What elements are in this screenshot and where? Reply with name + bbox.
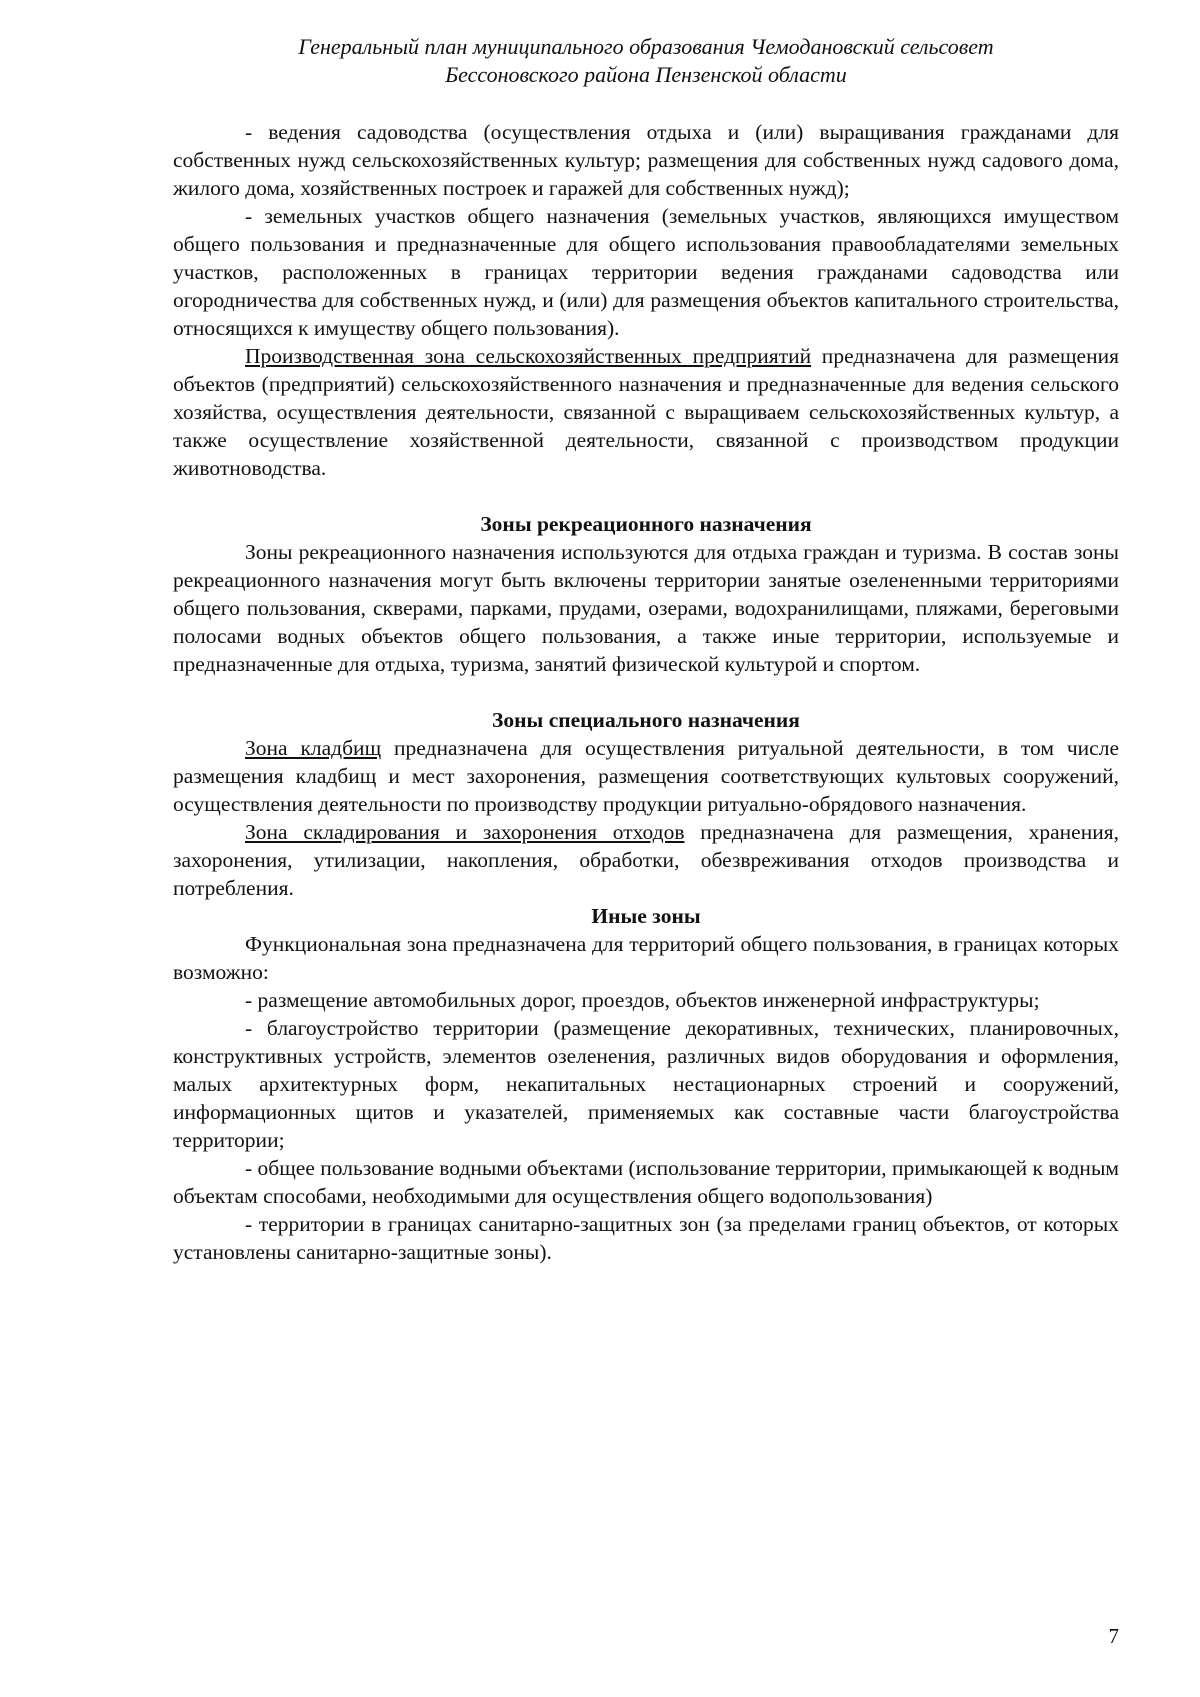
zone-term-waste: Зона складирования и захоронения отходов — [245, 820, 685, 844]
document-body — [173, 118, 1119, 1266]
zone-term-cemetery: Зона кладбищ — [245, 736, 382, 760]
zone-description-agri-production: предназначена для размещения объектов (предприятий) сельскохозяйственного назначения и предназначенные для ведения сельского хозяйства, осуществления деятельности, связанной с выращиваем сельскохозяйственных культур, а также осуществление хозяйственной деятельности, связанной с производством продукции животноводства. — [173, 344, 1119, 480]
page-number: 7 — [1108, 1624, 1119, 1648]
paragraph-functional-zone: Функциональная зона предназначена для территорий общего пользования, в границах которых возможно: — [173, 932, 1119, 984]
spacer — [173, 678, 1119, 706]
header-line-1: Генеральный план муниципального образования Чемодановский сельсовет — [298, 34, 994, 59]
zone-description-cemetery: предназначена для осуществления ритуальной деятельности, в том числе размещения кладбищ и мест захоронения, размещения соответствующих культовых сооружений, осуществления деятельности по производству продукции ритуально-обрядового назначения. — [173, 736, 1119, 816]
paragraph-waste-zone — [173, 818, 1119, 902]
list-item-sanitary-zones: - территории в границах санитарно-защитных зон (за пределами границ объектов, от которых установлены санитарно-защитные зоны). — [173, 1212, 1119, 1264]
list-item-landscaping: - благоустройство территории (размещение декоративных, технических, планировочных, конструктивных устройств, элементов озеленения, различных видов оборудования и оформления, малых архитектурных форм, некапитальных нестационарных строений и сооружений, информационных щитов и указателей, применяемых как составные части благоустройства территории; — [173, 1016, 1119, 1152]
list-item-water-use: - общее пользование водными объектами (использование территории, примыкающей к водным объектам способами, необходимыми для осуществления общего водопользования) — [173, 1156, 1119, 1208]
heading-recreation-zones: Зоны рекреационного назначения — [480, 512, 812, 536]
paragraph-recreation: Зоны рекреационного назначения используются для отдыха граждан и туризма. В состав зоны рекреационного назначения могут быть включены территории занятые озелененными территориями общего пользования, скверами, парками, прудами, озерами, водохранилищами, пляжами, береговыми полосами водных объектов общего пользования, а также иные территории, используемые и предназначенные для отдыха, туризма, занятий физической культурой и спортом. — [173, 540, 1119, 676]
zone-term-agri-production: Производственная зона сельскохозяйственных предприятий — [245, 344, 812, 368]
heading-special-zones: Зоны специального назначения — [492, 708, 800, 732]
paragraph-common-land: - земельных участков общего назначения (земельных участков, являющихся имуществом общего пользования и предназначенные для общего использования правообладателями земельных участков, расположенных в границах территории ведения гражданами садоводства или огородничества для собственных нужд, и (или) для размещения объектов капитального строительства, относящихся к имуществу общего пользования). — [173, 204, 1119, 340]
zone-description-waste: предназначена для размещения, хранения, захоронения, утилизации, накопления, обработки, обезвреживания отходов производства и потребления. — [173, 820, 1119, 900]
header-line-2: Бессоновского района Пензенской области — [445, 62, 847, 87]
spacer — [173, 482, 1119, 510]
paragraph-gardening: - ведения садоводства (осуществления отдыха и (или) выращивания гражданами для собственных нужд сельскохозяйственных культур; размещения для собственных нужд садового дома, жилого дома, хозяйственных построек и гаражей для собственных нужд); — [173, 120, 1119, 200]
paragraph-agri-production-zone — [173, 342, 1119, 482]
list-item-roads: - размещение автомобильных дорог, проездов, объектов инженерной инфраструктуры; — [245, 988, 1040, 1012]
paragraph-cemetery-zone — [173, 734, 1119, 818]
page-header — [173, 33, 1119, 89]
heading-other-zones: Иные зоны — [591, 904, 701, 928]
